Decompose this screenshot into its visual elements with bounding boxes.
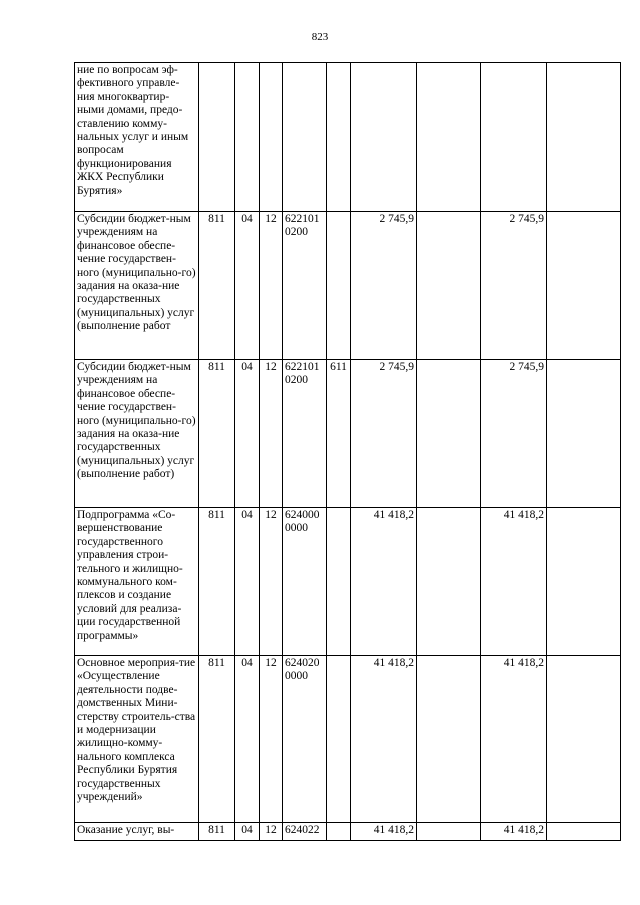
amount-other-cell bbox=[547, 63, 621, 212]
expense-type-code-cell bbox=[327, 63, 351, 212]
ministry-code-cell: 811 bbox=[199, 508, 235, 656]
amount-total-cell: 41 418,2 bbox=[351, 823, 417, 841]
section-code-cell: 04 bbox=[235, 823, 260, 841]
row-name-cell: Субсидии бюджет-ным учреждениям на финансовое обеспе-чение государствен-ного (муниципально-го) задания на оказа-ние государственных (муниципальных) услуг (выполнение работ bbox=[75, 212, 199, 360]
amount-total-cell: 41 418,2 bbox=[351, 508, 417, 656]
subsection-code-cell: 12 bbox=[260, 360, 283, 508]
table-body bbox=[75, 63, 621, 841]
amount-republic-cell bbox=[481, 63, 547, 212]
amount-federal-cell bbox=[417, 656, 481, 823]
section-code-cell: 04 bbox=[235, 212, 260, 360]
row-name-cell: Оказание услуг, вы- bbox=[75, 823, 199, 841]
amount-republic-cell: 41 418,2 bbox=[481, 656, 547, 823]
section-code-cell: 04 bbox=[235, 508, 260, 656]
subsection-code-cell: 12 bbox=[260, 656, 283, 823]
subsection-code-cell: 12 bbox=[260, 212, 283, 360]
expense-type-code-cell: 611 bbox=[327, 360, 351, 508]
amount-federal-cell bbox=[417, 360, 481, 508]
amount-total-cell bbox=[351, 63, 417, 212]
table-row bbox=[75, 508, 621, 656]
row-name-cell: Основное мероприя-тие «Осуществление деятельности подве-домственных Мини-стерству строитель-ства и модернизации жилищно-комму-нального комплекса Республики Бурятия государственных учреждений» bbox=[75, 656, 199, 823]
ministry-code-cell: 811 bbox=[199, 212, 235, 360]
amount-other-cell bbox=[547, 508, 621, 656]
row-name-cell: ние по вопросам эф-фективного управле-ния многоквартир-ными домами, предо-ставлению комму-нальных услуг и иным вопросам функционирования ЖКХ Республики Бурятия» bbox=[75, 63, 199, 212]
row-name-cell: Подпрограмма «Со-вершенствование государственного управления строи-тельного и жилищно-коммунального ком-плексов и создание условий для реализа-ции государственной программы» bbox=[75, 508, 199, 656]
section-code-cell: 04 bbox=[235, 656, 260, 823]
budget-table bbox=[74, 62, 621, 841]
amount-republic-cell: 41 418,2 bbox=[481, 823, 547, 841]
amount-other-cell bbox=[547, 823, 621, 841]
target-article-code-cell: 622101 0200 bbox=[283, 212, 327, 360]
amount-republic-cell: 41 418,2 bbox=[481, 508, 547, 656]
subsection-code-cell: 12 bbox=[260, 823, 283, 841]
page-number: 823 bbox=[311, 31, 329, 43]
target-article-code-cell: 622101 0200 bbox=[283, 360, 327, 508]
ministry-code-cell: 811 bbox=[199, 360, 235, 508]
amount-republic-cell: 2 745,9 bbox=[481, 212, 547, 360]
expense-type-code-cell bbox=[327, 508, 351, 656]
ministry-code-cell: 811 bbox=[199, 823, 235, 841]
section-code-cell bbox=[235, 63, 260, 212]
amount-federal-cell bbox=[417, 212, 481, 360]
ministry-code-cell: 811 bbox=[199, 656, 235, 823]
expense-type-code-cell bbox=[327, 656, 351, 823]
amount-total-cell: 2 745,9 bbox=[351, 212, 417, 360]
table-row bbox=[75, 212, 621, 360]
amount-other-cell bbox=[547, 360, 621, 508]
subsection-code-cell bbox=[260, 63, 283, 212]
ministry-code-cell bbox=[199, 63, 235, 212]
expense-type-code-cell bbox=[327, 823, 351, 841]
amount-federal-cell bbox=[417, 508, 481, 656]
table-row bbox=[75, 656, 621, 823]
amount-total-cell: 41 418,2 bbox=[351, 656, 417, 823]
row-name-cell: Субсидии бюджет-ным учреждениям на финансовое обеспе-чение государствен-ного (муниципально-го) задания на оказа-ние государственных (муниципальных) услуг (выполнение работ) bbox=[75, 360, 199, 508]
expense-type-code-cell bbox=[327, 212, 351, 360]
amount-total-cell: 2 745,9 bbox=[351, 360, 417, 508]
table-row bbox=[75, 823, 621, 841]
target-article-code-cell: 624020 0000 bbox=[283, 656, 327, 823]
table-row bbox=[75, 63, 621, 212]
subsection-code-cell: 12 bbox=[260, 508, 283, 656]
amount-republic-cell: 2 745,9 bbox=[481, 360, 547, 508]
target-article-code-cell: 624000 0000 bbox=[283, 508, 327, 656]
amount-federal-cell bbox=[417, 63, 481, 212]
section-code-cell: 04 bbox=[235, 360, 260, 508]
target-article-code-cell: 624022 bbox=[283, 823, 327, 841]
amount-federal-cell bbox=[417, 823, 481, 841]
target-article-code-cell bbox=[283, 63, 327, 212]
table-row bbox=[75, 360, 621, 508]
amount-other-cell bbox=[547, 212, 621, 360]
amount-other-cell bbox=[547, 656, 621, 823]
